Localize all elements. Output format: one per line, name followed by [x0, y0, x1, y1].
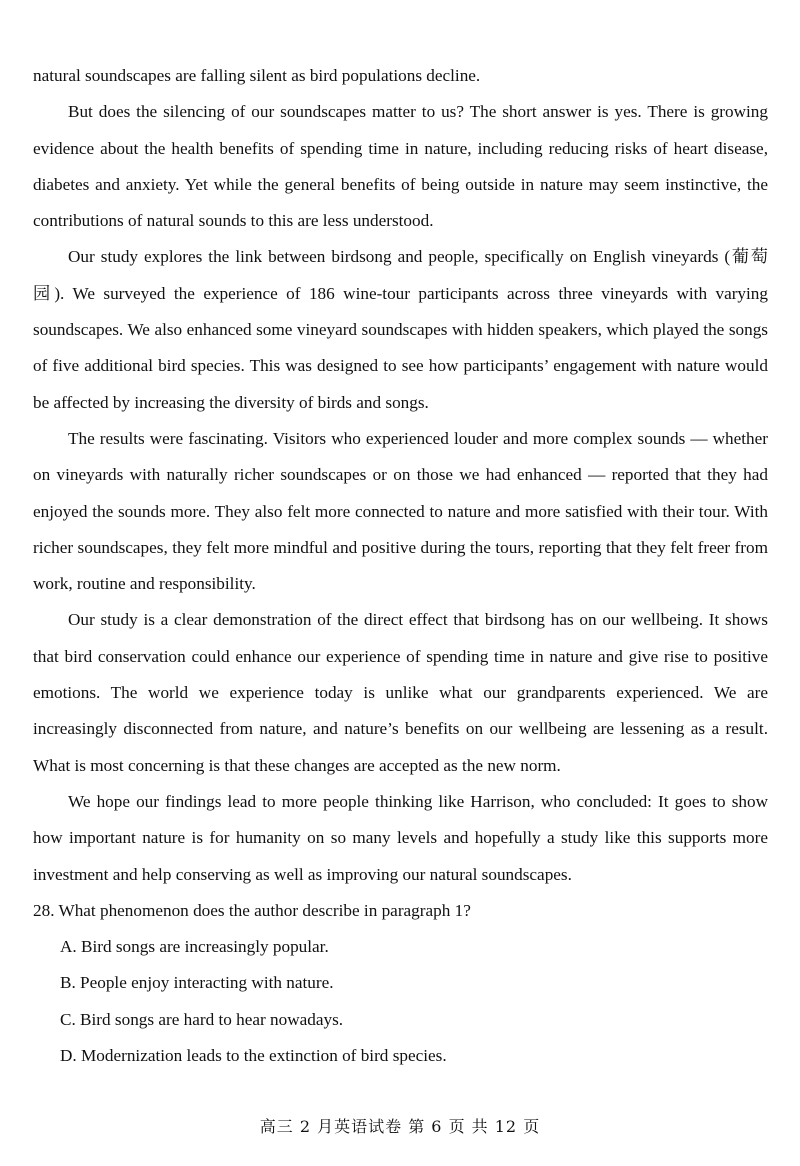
answer-option-b: B. People enjoy interacting with nature.	[60, 973, 334, 993]
passage-paragraph: Our study explores the link between birdsong and people, specifically on English vineyards (葡萄园). We surveyed the experience of 186 wine-tour participants across three vineyards with varying soundscapes. We also enhanced some vineyard soundscapes with hidden speakers, which played the songs of five additional bird species. This was designed to see how participants’ engagement with nature would be affected by increasing the diversity of birds and songs.	[33, 247, 768, 412]
answer-option-a: A. Bird songs are increasingly popular.	[60, 937, 329, 957]
passage-paragraph: We hope our findings lead to more people thinking like Harrison, who concluded: It goes to show how important nature is for humanity on so many levels and hopefully a study like this supports more investment and help conserving as well as improving our natural soundscapes.	[33, 791, 768, 884]
passage-paragraph-continued: natural soundscapes are falling silent as bird populations decline.	[33, 66, 481, 85]
answer-option-d: D. Modernization leads to the extinction of bird species.	[60, 1046, 447, 1066]
passage-paragraph: Our study is a clear demonstration of the direct effect that birdsong has on our wellbeing. It shows that bird conservation could enhance our experience of spending time in nature and give rise to positive emotions. The world we experience today is unlike what our grandparents experienced. We are increasingly disconnected from nature, and nature’s benefits on our wellbeing are lessening as a result. What is most concerning is that these changes are accepted as the new norm.	[33, 610, 768, 775]
page-footer: 高三 2 月英语试卷 第 6 页 共 12 页	[259, 1117, 541, 1136]
passage-paragraph: The results were fascinating. Visitors who experienced louder and more complex sounds — whether on vineyards with naturally richer soundscapes or on those we had enhanced — reported that they had enjoyed the sounds more. They also felt more connected to nature and more satisfied with their tour. With richer soundscapes, they felt more mindful and positive during the tours, reporting that they felt freer from work, routine and responsibility.	[33, 428, 768, 594]
question-stem: 28. What phenomenon does the author describe in paragraph 1?	[33, 900, 471, 920]
answer-option-c: C. Bird songs are hard to hear nowadays.	[60, 1009, 344, 1029]
reading-passage	[33, 58, 768, 1074]
passage-paragraph: But does the silencing of our soundscapes matter to us? The short answer is yes. There is growing evidence about the health benefits of spending time in nature, including reducing risks of heart disease, diabetes and anxiety. Yet while the general benefits of being outside in nature may seem instinctive, the contributions of natural sounds to this are less understood.	[33, 102, 768, 231]
